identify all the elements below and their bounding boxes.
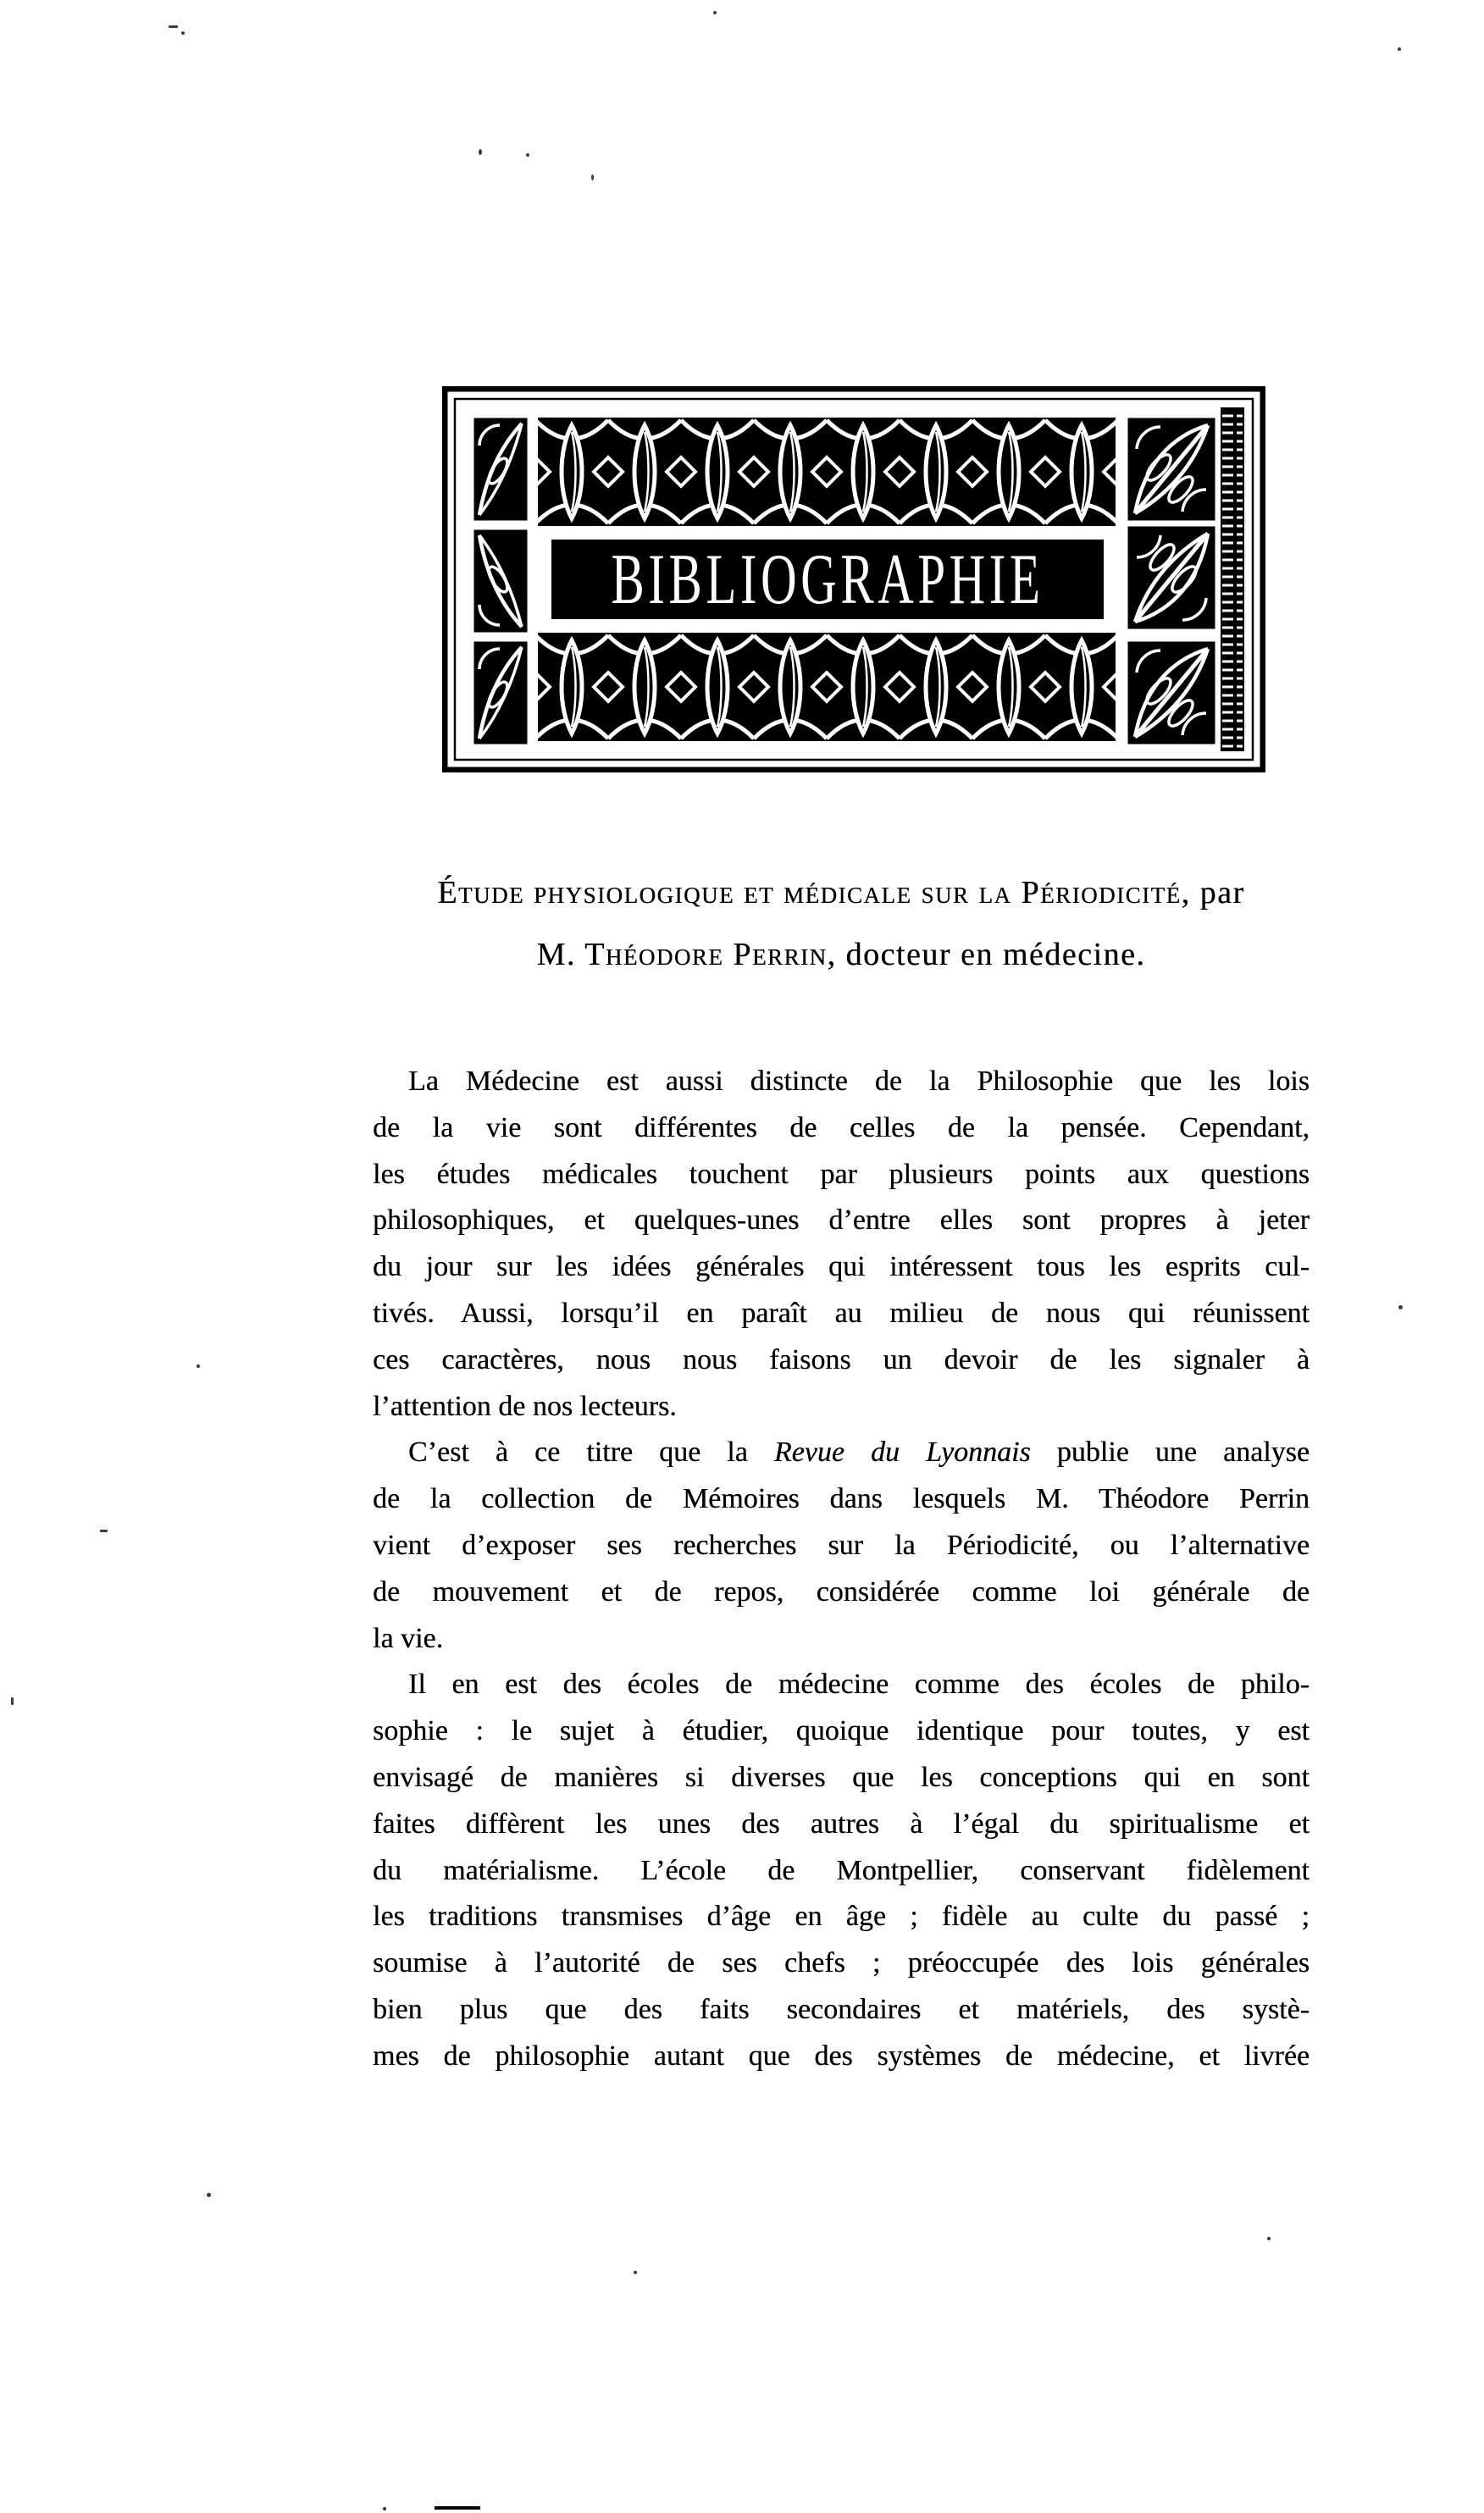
text-line	[373, 1848, 1310, 1895]
banner-left-ornament-column	[473, 417, 529, 745]
text-line	[373, 1894, 1310, 1940]
scan-speck	[169, 25, 178, 28]
text-segment: publie une analyse	[1030, 1436, 1310, 1469]
scan-speck	[479, 149, 482, 155]
scan-speck	[11, 1697, 14, 1705]
scan-speck	[181, 31, 185, 35]
text-segment: de la collection de Mémoires dans lesquels M. Théodore Perrin	[373, 1483, 1310, 1515]
text-segment: de la vie sont différentes de celles de la pensée. Cependant,	[373, 1111, 1310, 1143]
scan-speck	[1267, 2237, 1271, 2240]
scan-speck	[100, 1530, 108, 1532]
page-bottom-rule	[435, 2506, 480, 2510]
text-line	[373, 1708, 1310, 1755]
body-text	[373, 1059, 1310, 2080]
heading-author-suffix: , docteur en médecine.	[827, 937, 1146, 972]
text-line	[373, 1105, 1310, 1152]
text-segment: l’attention de nos lecteurs.	[373, 1390, 677, 1422]
text-line	[373, 1244, 1310, 1291]
heading-author-smallcaps: M. Théodore Perrin	[536, 937, 828, 972]
text-line	[373, 1059, 1310, 1105]
scan-speck	[634, 2271, 637, 2274]
heading-title-suffix: , par	[1181, 875, 1245, 911]
scan-speck	[197, 1364, 200, 1368]
text-line	[373, 1384, 1310, 1431]
text-line	[373, 1198, 1310, 1244]
scan-speck	[591, 174, 594, 180]
text-segment: les études médicales touchent par plusieurs points aux questions	[373, 1158, 1310, 1190]
text-segment: les traditions transmises d’âge en âge ; fidèle au culte du passé ;	[373, 1901, 1310, 1933]
text-segment: C’est à ce titre que la	[408, 1436, 774, 1469]
text-segment: ces caractères, nous nous faisons un devoir de les signaler à	[373, 1343, 1310, 1376]
heading-line-1	[373, 862, 1310, 924]
text-segment: La Médecine est aussi distincte de la Philosophie que les lois	[408, 1066, 1310, 1097]
banner-hatch-edge	[1221, 408, 1243, 750]
banner-right-ornament-column	[1127, 417, 1216, 745]
text-segment: du jour sur les idées générales qui intéressent tous les esprits cul-	[373, 1251, 1310, 1283]
text-segment: la vie.	[373, 1622, 444, 1654]
text-line	[373, 1802, 1310, 1848]
text-line	[373, 1152, 1310, 1198]
heading-line-2	[373, 924, 1310, 986]
journal-name-italic: Revue du Lyonnais	[773, 1436, 1031, 1469]
text-segment: vient d’exposer ses recherches sur la Périodicité, ou l’alternative	[373, 1529, 1310, 1561]
text-segment: faites diffèrent les unes des autres à l’égal du spiritualisme et	[373, 1807, 1310, 1840]
page-bottom-dot	[383, 2507, 386, 2510]
scan-speck	[713, 11, 717, 14]
scan-speck	[1398, 1305, 1403, 1309]
banner-title-panel	[535, 532, 1120, 627]
text-segment: du matérialisme. L’école de Montpellier, conservant fidèlement	[373, 1854, 1310, 1886]
scan-speck	[1398, 47, 1401, 51]
scan-speck	[207, 2193, 211, 2197]
bibliographie-banner	[442, 386, 1265, 772]
text-segment: bien plus que des faits secondaires et matériels, des systè-	[373, 1993, 1310, 2025]
text-line	[373, 1476, 1310, 1523]
banner-bottom-ornament-band	[521, 630, 1132, 744]
text-line	[373, 1755, 1310, 1802]
text-segment: mes de philosophie autant que des systèmes de médecine, et livrée	[373, 2040, 1310, 2072]
text-line	[373, 1337, 1310, 1384]
text-segment: sophie : le sujet à étudier, quoique identique pour toutes, y est	[373, 1715, 1310, 1747]
text-line	[373, 1940, 1310, 1987]
text-line	[373, 2034, 1310, 2080]
text-segment: de mouvement et de repos, considérée comme loi générale de	[373, 1575, 1310, 1608]
heading-title-smallcaps: Étude physiologique et médicale sur la Périodicité	[437, 875, 1182, 911]
text-segment: philosophiques, et quelques-unes d’entre elles sont propres à jeter	[373, 1204, 1310, 1237]
text-line	[373, 1569, 1310, 1616]
text-segment: envisagé de manières si diverses que les conceptions qui en sont	[373, 1761, 1310, 1793]
scan-speck	[526, 153, 529, 157]
text-segment: Il en est des écoles de médecine comme des écoles de philo-	[408, 1669, 1310, 1701]
text-line	[373, 1616, 1310, 1663]
text-line	[373, 1987, 1310, 2034]
text-line	[373, 1523, 1310, 1569]
text-line	[373, 1430, 1310, 1476]
text-line	[373, 1291, 1310, 1337]
text-segment: tivés. Aussi, lorsqu’il en paraît au milieu de nous qui réunissent	[373, 1297, 1310, 1329]
text-line	[373, 1662, 1310, 1708]
text-segment: soumise à l’autorité de ses chefs ; préoccupée des lois générales	[373, 1947, 1310, 1979]
banner-title: BIBLIOGRAPHIE	[611, 539, 1044, 619]
banner-top-ornament-band	[521, 415, 1132, 529]
article-heading	[373, 862, 1310, 986]
